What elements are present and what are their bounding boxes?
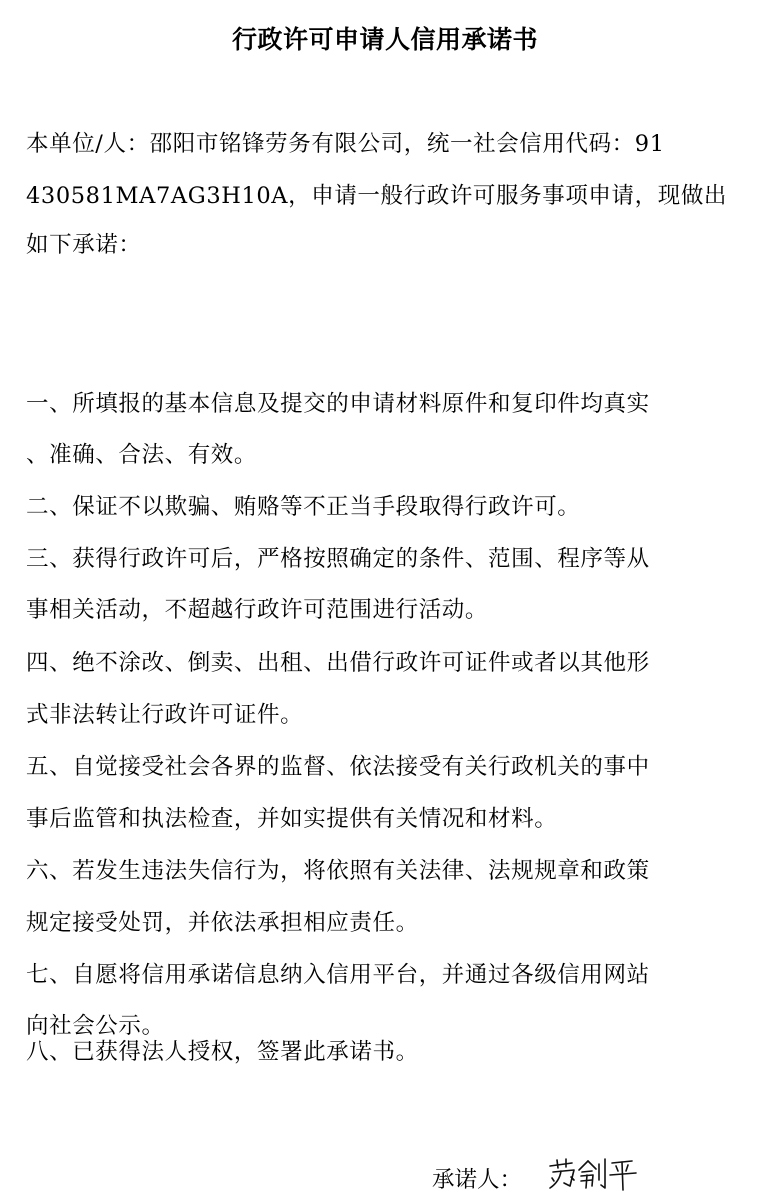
commitment-line: 五、自觉接受社会各界的监督、依法接受有关行政机关的事中 [26, 754, 650, 780]
intro-line: 本单位/人：邵阳市铭锋劳务有限公司，统一社会信用代码：91 [26, 131, 665, 157]
commitment-line: 八、已获得法人授权，签署此承诺书。 [26, 1039, 419, 1065]
commitment-line: 规定接受处罚，并依法承担相应责任。 [26, 910, 419, 936]
commitment-line: 事后监管和执法检查，并如实提供有关情况和材料。 [26, 806, 558, 832]
commitment-line: 、准确、合法、有效。 [26, 442, 258, 468]
commitment-line: 三、获得行政许可后，严格按照确定的条件、范围、程序等从 [26, 546, 650, 572]
commitment-line: 七、自愿将信用承诺信息纳入信用平台，并通过各级信用网站 [26, 962, 650, 988]
commitment-line: 事相关活动，不超越行政许可范围进行活动。 [26, 597, 489, 623]
intro-line: 如下承诺： [26, 232, 142, 258]
intro-line: 430581MA7AG3H10A，申请一般行政许可服务事项申请，现做出 [26, 183, 728, 209]
commitment-line: 向社会公示。 [26, 1013, 165, 1039]
document-title: 行政许可申请人信用承诺书 [231, 25, 538, 54]
handwritten-signature [546, 1156, 638, 1192]
commitment-line: 二、保证不以欺骗、贿赂等不正当手段取得行政许可。 [26, 494, 581, 520]
commitment-line: 四、绝不涂改、倒卖、出租、出借行政许可证件或者以其他形 [26, 650, 650, 676]
commitment-line: 式非法转让行政许可证件。 [26, 702, 304, 728]
signature-label: 承诺人： [432, 1167, 523, 1193]
commitment-line: 六、若发生违法失信行为，将依照有关法律、法规规章和政策 [26, 858, 650, 884]
commitment-line: 一、所填报的基本信息及提交的申请材料原件和复印件均真实 [26, 391, 650, 417]
